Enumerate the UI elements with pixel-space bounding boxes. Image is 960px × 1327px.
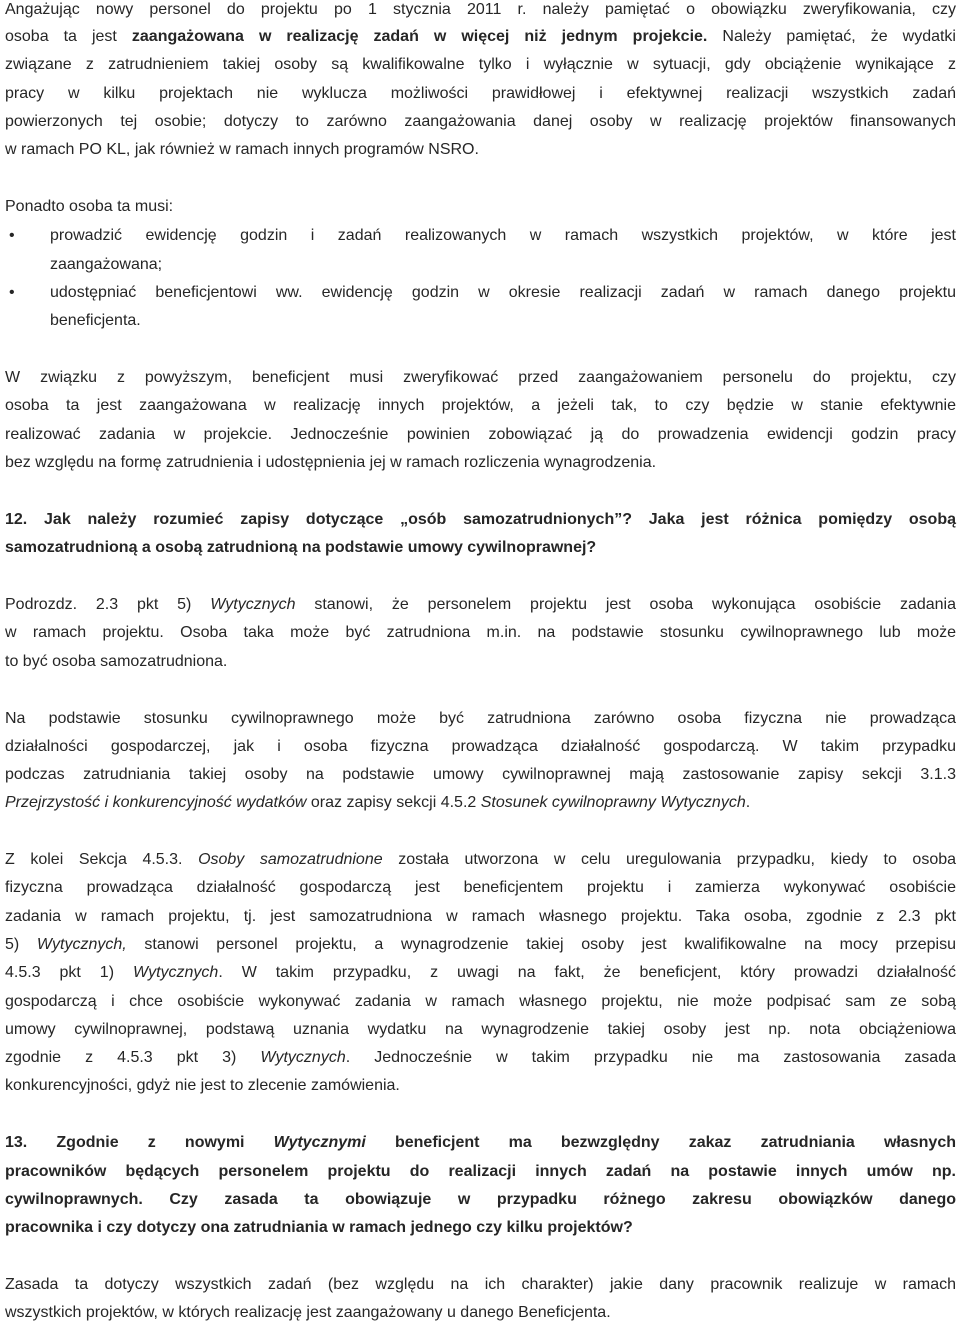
text-span: osoba ta jest [5,28,132,45]
text-line [5,793,956,813]
italic-text: Wytycznych, [36,936,127,953]
text-line [5,27,956,47]
text-line: działalności gospodarczej, jak i osoba fizyczna prowadząca działalność gospodarczą. W takim przypadku [5,738,956,755]
bullet-item-text: beneficjenta. [50,312,141,329]
text-line: bez względu na formę zatrudnienia i udostępnienia jej w ramach rozliczenia wynagrodzenia. [5,454,657,471]
bullet-icon: • [9,284,15,301]
text-line: wszystkich projektów, w których realizację jest zaangażowany u danego Beneficjenta. [5,1304,611,1321]
bullet-item-text: zaangażowana; [50,256,163,273]
question-line: pracowników będących personelem projektu do realizacji innych zadań na postawie innych umów np. [5,1163,956,1180]
text-line: pracy w kilku projektach nie wyklucza możliwości prawidłowej i efektywnej realizacji wszystkich zadań [5,85,956,102]
emphasis-text: zaangażowana w realizację zadań w więcej niż jednym projekcie. [131,28,708,45]
text-span: . [745,794,751,811]
italic-text: Wytycznymi [273,1134,366,1151]
text-span: oraz zapisy sekcji 4.5.2 [306,794,481,811]
text-span: stanowi, że personelem projektu jest osoba wykonująca osobiście zadania [295,596,956,613]
text-line [5,850,956,870]
question-line [5,1133,956,1153]
bullet-icon: • [9,227,15,244]
text-line [5,963,956,983]
text-line: związane z zatrudnieniem takiej osoby są kwalifikowalne tylko i wyłącznie w sytuacji, gdy obciążenie wynikające z [5,56,956,73]
text-line: zadania w ramach projektu, tj. jest samozatrudniona w ramach własnego projektu. Taka osoba, zgodnie z 2.3 pkt [5,908,956,925]
text-line: osoba ta jest zaangażowana w realizację innych projektów, a jeżeli tak, to czy będzie w stanie efektywnie [5,397,956,414]
question-line: pracownika i czy dotyczy ona zatrudniania w ramach jednego czy kilku projektów? [5,1219,633,1236]
italic-text: Wytycznych [260,1049,346,1066]
text-line: to być osoba samozatrudniona. [5,653,228,670]
text-line: podczas zatrudniania takiej osoby na podstawie umowy cywilnoprawnej mają zastosowanie zapisy sekcji 3.1.3 [5,766,956,783]
text-span: 5) [5,936,37,953]
italic-text: Wytycznych [210,596,296,613]
bullet-item-text: udostępniać beneficjentowi ww. ewidencję godzin w okresie realizacji zadań w ramach danego projektu [50,284,956,301]
bullet-item-text: prowadzić ewidencję godzin i zadań realizowanych w ramach wszystkich projektów, w które jest [50,227,956,244]
text-line [5,935,956,955]
text-line: gospodarczą i chce osobiście wykonywać zadania w ramach własnego projektu, nie może podpisać sam ze sobą [5,993,956,1010]
text-span: została utworzona w celu uregulowania przypadku, kiedy to osoba [382,851,957,868]
italic-text: Wytycznych [132,964,219,981]
text-line: fizyczna prowadząca działalność gospodarczą jest beneficjentem projektu i zamierza wykonywać osobiście [5,879,956,896]
text-line: w ramach projektu. Osoba taka może być zatrudniona m.in. na podstawie stosunku cywilnoprawnego lub może [5,624,956,641]
text-span: 4.5.3 pkt 1) [5,964,133,981]
question-line: 12. Jak należy rozumieć zapisy dotyczące „osób samozatrudnionych”? Jaka jest różnica pomiędzy osobą [5,511,956,528]
text-line [5,1048,956,1068]
text-line: Na podstawie stosunku cywilnoprawnego może być zatrudniona zarówno osoba fizyczna nie prowadząca [5,710,956,727]
text-line: w ramach PO KL, jak również w ramach innych programów NSRO. [5,141,479,158]
text-span: Podrozdz. 2.3 pkt 5) [5,596,211,613]
question-line: samozatrudnioną a osobą zatrudnioną na podstawie umowy cywilnoprawnej? [5,539,597,556]
text-line: konkurencyjności, gdyż nie jest to zlecenie zamówienia. [5,1077,400,1094]
text-span: Z kolei Sekcja 4.5.3. [5,851,199,868]
text-line: W związku z powyższym, beneficjent musi zweryfikować przed zaangażowaniem personelu do projektu, czy [5,369,956,386]
text-line: powierzonych tej osobie; dotyczy to zarówno zaangażowania danej osoby w realizację projektów finansowanych [5,113,956,130]
text-span: Należy pamiętać, że wydatki [707,28,956,45]
text-line [5,595,956,615]
italic-text: Przejrzystość i konkurencyjność wydatków [5,794,307,811]
text-span: . W takim przypadku, z uwagi na fakt, że beneficjent, który prowadzi działalność [218,964,956,981]
text-line: Ponadto osoba ta musi: [5,198,174,215]
text-line: realizować zadania w projekcie. Jednocześnie powinien zobowiązać ją do prowadzenia ewidencji godzin pracy [5,426,956,443]
text-span: stanowi personel projektu, a wynagrodzenie takiej osoby jest kwalifikowalne na mocy przepisu [126,936,956,953]
text-span: 13. Zgodnie z nowymi [5,1134,274,1151]
text-line: umowy cywilnoprawnej, podstawą uznania wydatku na wynagrodzenie takiej osoby jest np. nota obciążeniowa [5,1021,956,1038]
question-line: cywilnoprawnych. Czy zasada ta obowiązuje w przypadku różnego zakresu obowiązków danego [5,1191,956,1208]
italic-text: Osoby samozatrudnione [198,851,383,868]
text-span: beneficjent ma bezwzględny zakaz zatrudniania własnych [365,1134,956,1151]
text-line: Angażując nowy personel do projektu po 1 stycznia 2011 r. należy pamiętać o obowiązku zweryfikowania, czy [5,1,956,18]
italic-text: Stosunek cywilnoprawny Wytycznych [480,794,746,811]
text-span: zgodnie z 4.5.3 pkt 3) [5,1049,261,1066]
text-line: Zasada ta dotyczy wszystkich zadań (bez względu na ich charakter) jakie dany pracownik realizuje w ramach [5,1276,956,1293]
text-span: . Jednocześnie w takim przypadku nie ma zastosowania zasada [345,1049,956,1066]
